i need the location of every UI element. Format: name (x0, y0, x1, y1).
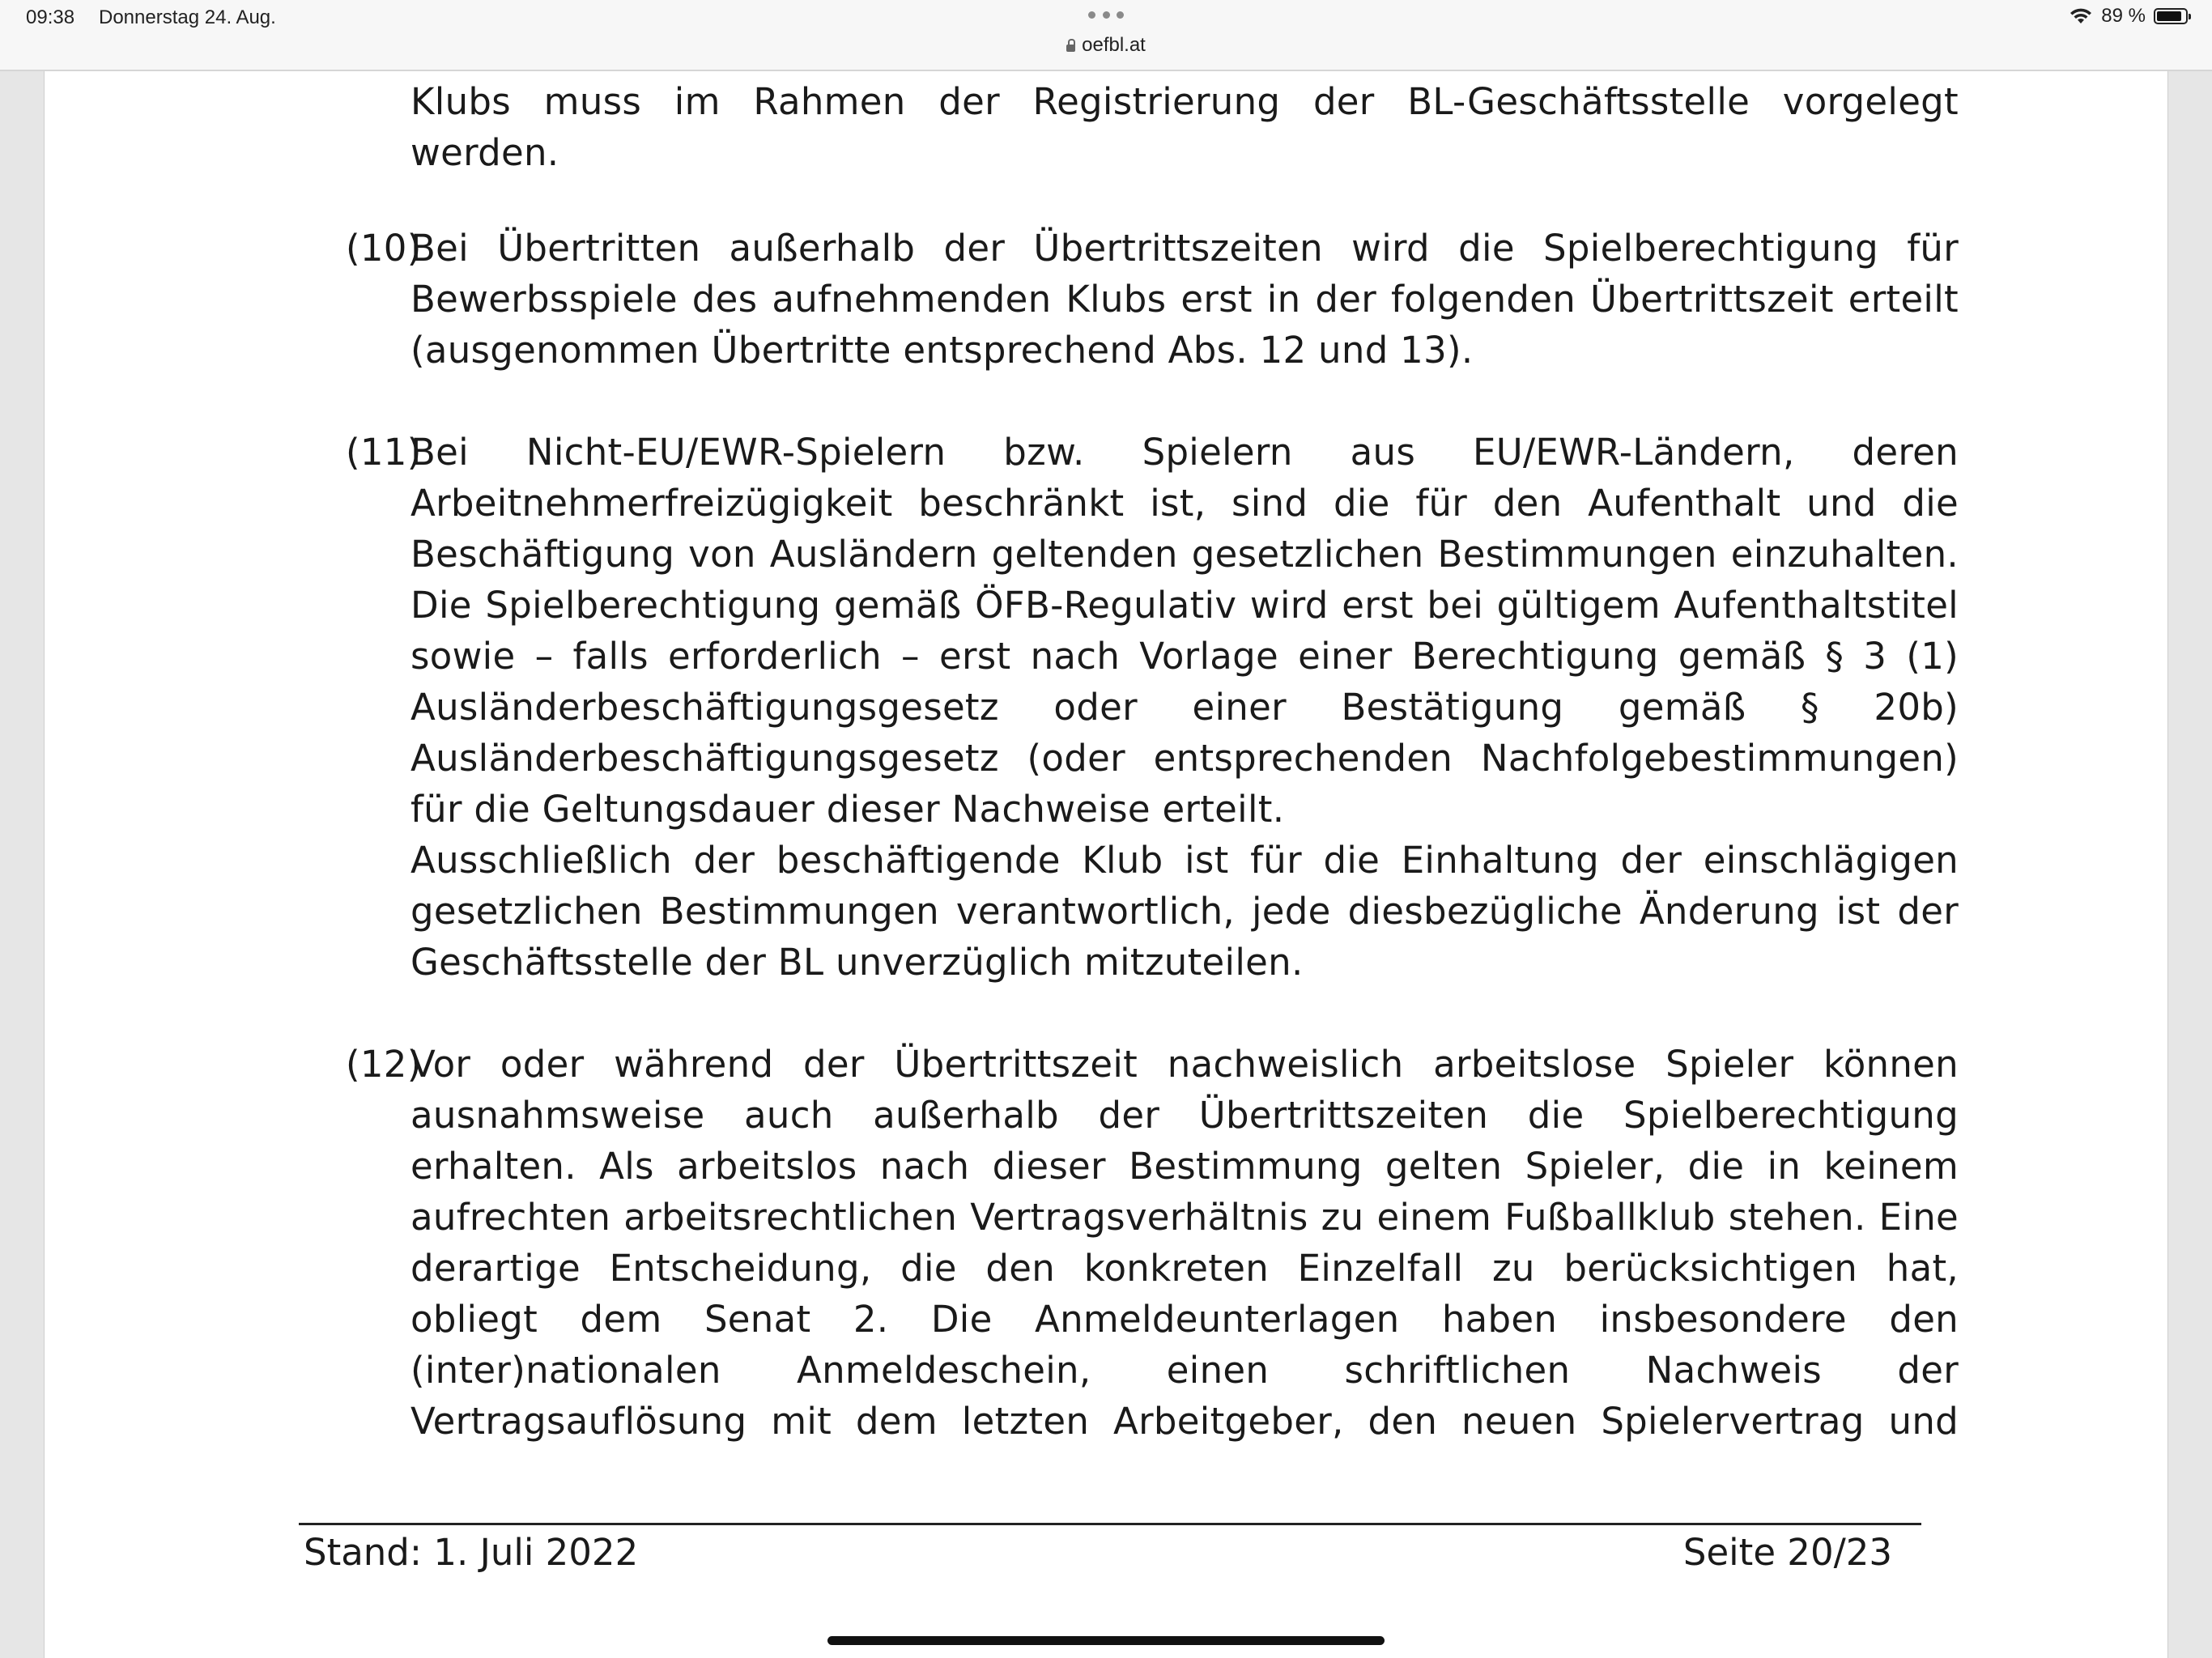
status-time: 09:38 (26, 6, 75, 28)
document-body (346, 71, 1959, 1447)
status-indicators (2069, 5, 2188, 28)
wifi-icon (2069, 7, 2093, 25)
status-bar (0, 0, 2212, 71)
url-text: oefbl.at (1082, 34, 1146, 56)
paragraph-text-2: Ausschließlich der beschäftigende Klub ist für die Einhaltung der einschlägigen gesetzlichen Bestimmungen verantwortlich, jede diesbezügliche Änderung ist der Geschäftsstelle der BL unverzüglich mitzuteilen. (410, 839, 1959, 984)
continuation-block (346, 71, 1959, 172)
paragraph-10 (346, 223, 1959, 376)
battery-percent: 89 % (2101, 5, 2146, 27)
address-bar[interactable] (0, 34, 2212, 57)
pdf-page[interactable] (44, 71, 2168, 1658)
paragraph-number: (11) (346, 431, 422, 474)
paragraph-12 (346, 1039, 1959, 1447)
footer-divider (299, 1523, 1921, 1525)
footer-page-number: Seite 20/23 (1682, 1531, 1892, 1574)
paragraph-number: (10) (346, 227, 422, 270)
continuation-line-1: Klubs muss im Rahmen der Registrierung der BL-Geschäftsstelle vorgelegt (410, 80, 1959, 123)
paragraph-11 (346, 427, 1959, 988)
home-indicator[interactable] (827, 1636, 1385, 1645)
paragraph-number: (12) (346, 1043, 422, 1086)
lock-icon (1066, 45, 1075, 52)
multitasking-dots-icon[interactable] (1088, 11, 1124, 19)
paragraph-text: Vor oder während der Übertrittszeit nachweislich arbeitslose Spieler können ausnahmsweise auch außerhalb der Übertrittszeiten die Spielberechtigung erhalten. Als arbeitslos nach dieser Bestimmung gelten Spieler, die in keinem aufrechten arbeitsrechtlichen Vertragsverhältnis zu einem Fußballklub stehen. Eine derartige Entscheidung, die den konkreten Einzelfall zu berücksichtigen hat, obliegt dem Senat 2. Die Anmeldeunterlagen haben insbesondere den (inter)nationalen Anmeldeschein, einen schriftlichen Nachweis der Vertragsauflösung mit dem letzten Arbeitgeber, den neuen Spielervertrag und (410, 1043, 1959, 1443)
paragraph-text: Bei Nicht-EU/EWR-Spielern bzw. Spielern aus EU/EWR-Ländern, deren Arbeitnehmerfreizügigkeit beschränkt ist, sind die für den Aufenthalt und die Beschäftigung von Ausländern geltenden gesetzlichen Bestimmungen einzuhalten. Die Spielberechtigung gemäß ÖFB-Regulativ wird erst bei gültigem Aufenthaltstitel sowie – falls erforderlich – erst nach Vorlage einer Berechtigung gemäß § 3 (1) Ausländerbeschäftigungsgesetz oder einer Bestätigung gemäß § 20b) Ausländerbeschäftigungsgesetz (oder entsprechenden Nachfolgebestimmungen) für die Geltungsdauer dieser Nachweise erteilt. (410, 431, 1959, 831)
continuation-line-2: werden. (410, 131, 559, 174)
footer-date: Stand: 1. Juli 2022 (304, 1531, 639, 1574)
paragraph-text: Bei Übertritten außerhalb der Übertrittszeiten wird die Spielberechtigung für Bewerbsspiele des aufnehmenden Klubs erst in der folgenden Übertrittszeit erteilt (ausgenommen Übertritte entsprechend Abs. 12 und 13). (410, 227, 1959, 372)
status-date: Donnerstag 24. Aug. (99, 6, 276, 28)
battery-icon (2154, 8, 2188, 24)
